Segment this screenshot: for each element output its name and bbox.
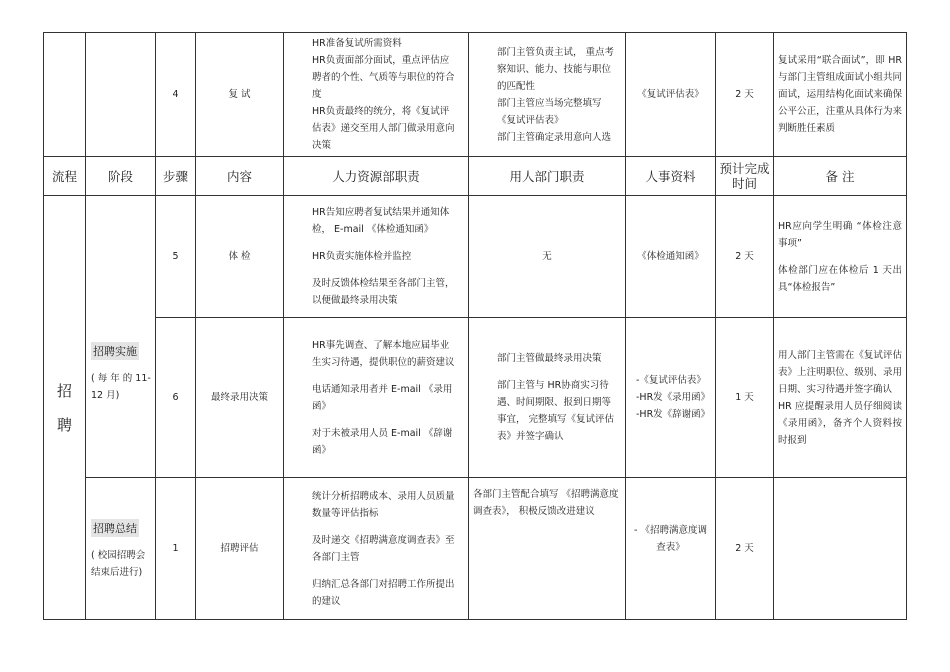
stage-note: ( 校园招聘会结束后进行) [91, 549, 146, 578]
hr-duty-line: HR事先调查、了解本地应届毕业生实习待遇，提供职位的薪资建议 [312, 339, 455, 368]
hr-duties [284, 33, 469, 157]
header-content: 内容 [196, 157, 284, 196]
estimated-time: 2 天 [716, 478, 774, 620]
stage-note: ( 每 年 的 11-12 月) [91, 372, 151, 401]
dept-duties: 无 [469, 196, 626, 318]
step-number: 6 [156, 318, 196, 478]
document-line: -HR发《录用函》 [636, 392, 711, 403]
table-row-exam [44, 196, 907, 318]
header-flow: 流程 [44, 157, 86, 196]
table-row-retest [44, 33, 907, 157]
step-number: 5 [156, 196, 196, 318]
estimated-time: 1 天 [716, 318, 774, 478]
estimated-time: 2 天 [716, 33, 774, 157]
hr-duty-line: 对于未被录用人员 E-mail 《辞谢函》 [312, 427, 453, 456]
step-content: 招聘评估 [196, 478, 284, 620]
hr-duty-line: HR准备复试所需资料 [312, 38, 402, 49]
hr-documents [626, 318, 716, 478]
document-line: -《复试评估表》 [636, 375, 706, 386]
dept-duties: 各部门主管配合填写 《招聘满意度调查表》， 积极反馈改进建议 [469, 478, 626, 620]
hr-duties [284, 318, 469, 478]
document-line: -HR发《辞谢函》 [636, 409, 711, 420]
header-stage: 阶段 [86, 157, 156, 196]
header-documents: 人事资料 [626, 157, 716, 196]
header-notes: 备 注 [774, 157, 907, 196]
step-content: 最终录用决策 [196, 318, 284, 478]
header-hr-duties: 人力资源部职责 [284, 157, 469, 196]
stage-cell-empty [86, 33, 156, 157]
step-content: 体 检 [196, 196, 284, 318]
header-time: 预计完成时间 [716, 157, 774, 196]
dept-duties [469, 33, 626, 157]
notes: 复试采用“联合面试”，即 HR与部门主管组成面试小组共同面试，运用结构化面试来确保公平公正，注重从具体行为来判断胜任素质 [774, 33, 907, 157]
note-line: HR 应提醒录用人员仔细阅读《录用函》，备齐个人资料按时报到 [778, 400, 902, 446]
stage-title: 招聘实施 [91, 342, 139, 360]
flow-cell-empty [44, 33, 86, 157]
notes [774, 478, 907, 620]
note-line: 用人部门主管需在《复试评估表》上注明职位、级别、录用日期、实习待遇并签字确认 [778, 349, 902, 395]
hr-duty-line: HR负责面部分面试，重点评估应聘者的个性、气质等与职位的符合度 [312, 55, 455, 100]
dept-duty-line: 部门主管应当场完整填写《复试评估表》 [497, 97, 602, 126]
hr-documents: 《体检通知函》 [626, 196, 716, 318]
hr-duty-line: 及时递交《招聘满意度调查表》至各部门主管 [312, 534, 455, 563]
step-number: 4 [156, 33, 196, 157]
hr-duties [284, 196, 469, 318]
table-row-evaluation [44, 478, 907, 620]
hr-duties [284, 478, 469, 620]
hr-duty-line: HR负责最终的统分，将《复试评估表》递交至用人部门做录用意向决策 [312, 106, 455, 151]
dept-duty-line: 部门主管确定录用意向人选 [497, 131, 612, 143]
note-line: 体检部门应在体检后 1 天出具“体检报告” [778, 264, 902, 293]
flow-label: 招 聘 [44, 196, 86, 620]
dept-duty-line: 部门主管与 HR协商实习待遇、时间期限、报到日期等事宜， 完整填写《复试评估表》并签字确认 [497, 380, 615, 442]
hr-duty-line: 统计分析招聘成本、录用人员质量数量等评估指标 [312, 490, 455, 519]
estimated-time: 2 天 [716, 196, 774, 318]
hr-documents: 《复试评估表》 [626, 33, 716, 157]
note-line: HR应向学生明确 “体检注意事项” [778, 220, 902, 249]
table-header-row [44, 157, 907, 196]
notes [774, 196, 907, 318]
table-row-final-decision [44, 318, 907, 478]
stage-implementation [86, 196, 156, 478]
hr-duty-line: 归纳汇总各部门对招聘工作所提出的建议 [312, 578, 455, 607]
dept-duties [469, 318, 626, 478]
recruitment-process-table [43, 32, 907, 620]
hr-duty-line: 及时反馈体检结果至各部门主管，以便做最终录用决策 [312, 278, 455, 306]
notes [774, 318, 907, 478]
dept-duty-line: 部门主管负责主试， 重点考察知识、能力、技能与职位的匹配性 [497, 46, 615, 92]
hr-duty-line: 电话通知录用者并 E-mail 《录用函》 [312, 383, 453, 412]
hr-duty-line: HR负责实施体检并监控 [312, 251, 412, 262]
header-step: 步骤 [156, 157, 196, 196]
step-content: 复 试 [196, 33, 284, 157]
dept-duty-line: 部门主管做最终录用决策 [497, 353, 602, 364]
hr-documents: - 《招聘满意度调查表》 [626, 478, 716, 620]
step-number: 1 [156, 478, 196, 620]
stage-title: 招聘总结 [91, 519, 139, 537]
hr-duty-line: HR告知应聘者复试结果并通知体检， E-mail 《体检通知函》 [312, 207, 450, 235]
header-dept-duties: 用人部门职责 [469, 157, 626, 196]
stage-summary [86, 478, 156, 620]
